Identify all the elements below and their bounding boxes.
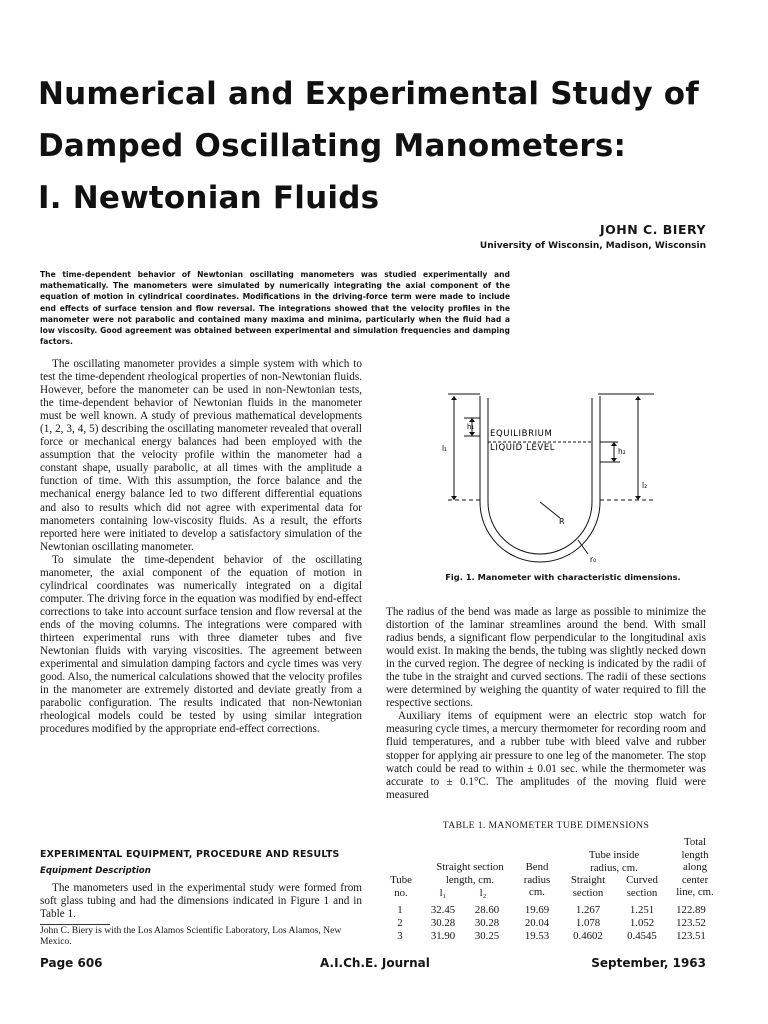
th-l1: l₁ <box>439 887 447 899</box>
table-header-curved-section <box>614 874 670 899</box>
th-cs-1: Curved <box>626 874 658 886</box>
label-h1: h₁ <box>467 423 475 431</box>
right-paragraph-2: Auxiliary items of equipment were an electric stop watch for measuring cycle times, a mercury thermometer for recording room and fluid temperatures, and a rubber tube with bleed valve and rubber stopper for applying air pressure to one leg of the manometer. The stop watch could be read to within ± 0.01 sec. while the thermometer was accurate to ± 0.1°C. The amplitudes of the moving fluid were measured <box>386 710 706 801</box>
figure-caption: Fig. 1. Manometer with characteristic dimensions. <box>445 572 681 582</box>
cell: 19.53 <box>524 930 550 942</box>
cell: 1.078 <box>575 917 601 929</box>
footnote-text: John C. Biery is with the Los Alamos Scientific Laboratory, Los Alamos, New Mexico. <box>40 925 342 947</box>
cell: 122.89 <box>676 904 706 916</box>
th-total-4: center <box>681 873 709 886</box>
issue-date: September, 1963 <box>591 956 706 970</box>
author-affiliation: University of Wisconsin, Madison, Wisconsin <box>479 241 706 251</box>
equipment-paragraph <box>40 882 362 921</box>
label-equilibrium: EQUILIBRIUM <box>490 429 553 439</box>
th-total-1: Total <box>683 836 707 848</box>
table-header-total <box>672 836 718 899</box>
th-bend-2: radius <box>523 873 551 886</box>
th-ss-2: section <box>572 886 604 899</box>
cell: 28.60 <box>474 904 500 916</box>
label-r0: r₀ <box>590 555 597 564</box>
title-line-3: I. Newtonian Fluids <box>38 180 380 216</box>
label-l1: l₁ <box>442 444 448 453</box>
cell: 123.52 <box>676 917 706 929</box>
cell: 30.25 <box>474 930 500 942</box>
cell: 123.51 <box>676 930 706 942</box>
th-straight-2: length, cm. <box>445 873 495 886</box>
manometer-figure <box>428 384 680 574</box>
th-total-2: length <box>681 848 709 861</box>
cell: 2 <box>397 917 403 929</box>
journal-name: A.I.Ch.E. Journal <box>320 956 430 970</box>
th-l2: l₂ <box>479 887 487 899</box>
title-line-2: Damped Oscillating Manometers: <box>38 128 627 164</box>
cell: 31.90 <box>430 930 456 942</box>
label-R: R <box>559 517 565 526</box>
cell: 20.04 <box>524 917 550 929</box>
page-number: Page 606 <box>40 956 103 970</box>
cell: 30.28 <box>474 917 500 929</box>
cell: 1.052 <box>629 917 655 929</box>
cell: 0.4545 <box>627 930 657 942</box>
intro-paragraph-1: The oscillating manometer provides a simple system with which to test the time-dependent rheological properties of non-Newtonian fluids. However, before the manometer can be used in non-Newtonian tests, the time-dependent behavior of Newtonian fluids in the manometer must be well known. A study of previous mathematical developments (1, 2, 3, 4, 5) describing the oscillating manometer revealed that overall force or mechanical energy balances had been employed with the assumption that the velocity profile within the manometer had a constant shape, usually parabolic, at all times with the amplitude a function of time. With this assumption, the force balance and the mechanical energy balance led to two different differential equations and also to results which did not agree with experimental data for manometers containing low-viscosity fluids. As a result, the efforts reported here were initiated to develop a satisfactory simulation of the Newtonian oscillating manometer. <box>40 358 362 553</box>
cell: 32.45 <box>430 904 456 916</box>
abstract: The time-dependent behavior of Newtonian oscillating manometers was studied experimentally and mathematically. The manometers were simulated by numerically integrating the axial component of the equation of motion in cylindrical coordinates. Modifications in the driving-force term were made to include end effects of surface tension and flow reversal. The integrations showed that the velocity profiles in the manometer were not parabolic and contained many maxima and minima, particularly when the fluid had a low viscosity. Good agreement was obtained between experimental and simulation frequencies and damping factors. <box>40 270 510 347</box>
label-l2: l₂ <box>642 481 648 490</box>
author-name: JOHN C. BIERY <box>599 222 706 237</box>
table-header-bend <box>512 861 562 899</box>
table-header-straight <box>418 861 522 886</box>
cell: 19.69 <box>524 904 550 916</box>
right-column <box>386 606 706 802</box>
th-bend-3: cm. <box>529 886 545 899</box>
table-header-tube <box>384 874 418 899</box>
equipment-text: The manometers used in the experimental study were formed from soft glass tubing and had the dimensions indicated in Figure 1 and in Table 1. <box>40 882 362 921</box>
cell: 1 <box>397 904 403 916</box>
th-ss-1: Straight <box>570 874 606 886</box>
th-bend-1: Bend <box>525 861 549 873</box>
th-total-3: along <box>683 861 707 874</box>
th-tube-1: Tube <box>390 874 412 886</box>
cell: 1.251 <box>629 904 655 916</box>
label-h2: h₂ <box>618 447 626 456</box>
right-paragraph-1: The radius of the bend was made as large as possible to minimize the distortion of the laminar streamlines around the bend. With small radius bends, a significant flow perpendicular to the longitudinal axis would exist. In making the bends, the tubing was slightly necked down in the curved region. The degree of necking is indicated by the radii of the tube in the straight and curved sections. The radii of these sections were determined by weighing the quantity of water required to fill the respective sections. <box>386 606 706 710</box>
intro-paragraph-2: To simulate the time-dependent behavior of the oscillating manometer, the axial component of the equation of motion in cylindrical coordinates was numerically integrated on a digital computer. The driving force in the equation was modified by end-effect corrections to take into account surface tension and flow reversal at the ends of the moving columns. The integrations were compared with thirteen experimental runs with three diameter tubes and five Newtonian fluids with varying viscosities. The agreement between experimental and simulation damping factors and cycle times was very good. Also, the numerical calculations showed that the velocity profiles in the manometer are extremely distorted and deviate greatly from a parabolic configuration. The results indicated that non-Newtonian rheological models could be tested by using similar integration procedures modified by the appropriate end-effect corrections. <box>40 553 362 736</box>
th-straight-1: Straight section <box>436 861 504 873</box>
table-caption: TABLE 1. MANOMETER TUBE DIMENSIONS <box>442 820 650 831</box>
cell: 0.4602 <box>573 930 603 942</box>
section-heading: EXPERIMENTAL EQUIPMENT, PROCEDURE AND RESULTS <box>40 849 340 860</box>
cell: 30.28 <box>430 917 456 929</box>
th-cs-2: section <box>626 886 658 899</box>
subsection-heading: Equipment Description <box>40 866 151 876</box>
th-inside-1: Tube inside <box>588 849 640 861</box>
footnote <box>40 926 362 947</box>
left-column <box>40 358 362 736</box>
th-tube-2: no. <box>394 886 408 899</box>
table-header-straight-section <box>560 874 616 899</box>
title-line-1: Numerical and Experimental Study of <box>38 76 699 112</box>
th-inside-2: radius, cm. <box>590 861 638 874</box>
th-total-5: line, cm. <box>676 886 714 899</box>
table-header-inside <box>574 849 654 874</box>
label-liquid-level: LIQUID LEVEL <box>490 443 556 453</box>
cell: 1.267 <box>575 904 601 916</box>
cell: 3 <box>397 930 403 942</box>
